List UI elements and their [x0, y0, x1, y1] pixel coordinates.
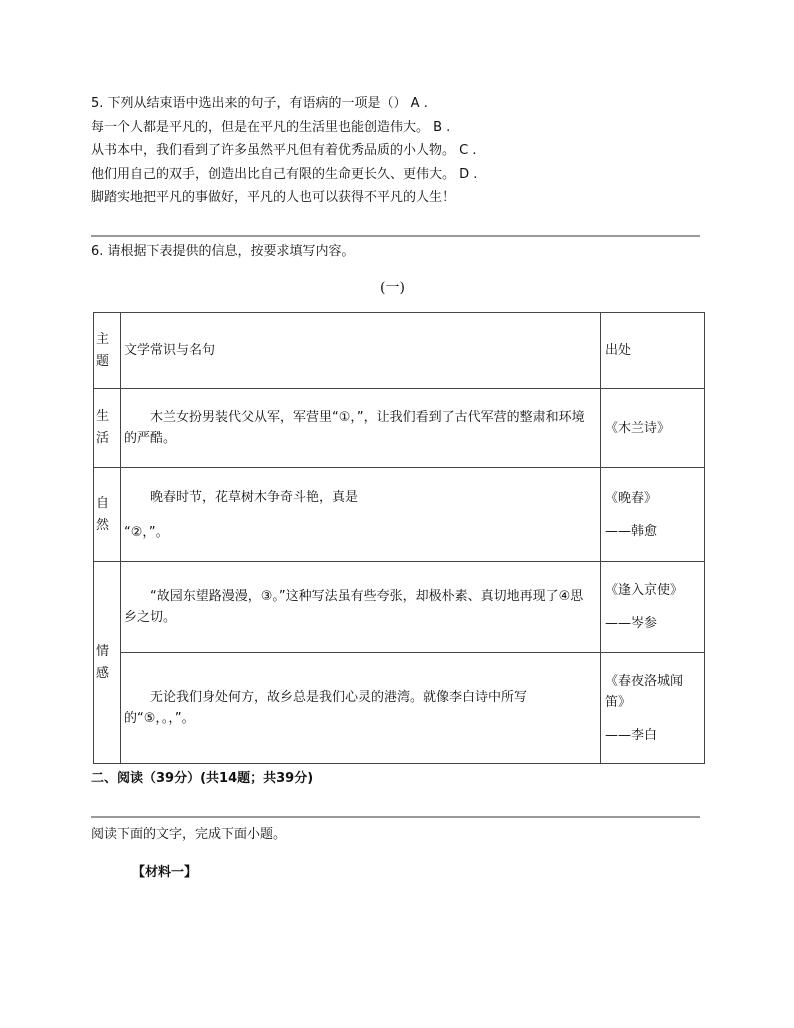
question-5-option-line: 他们用自己的双手，创造出比自己有限的生命更长久、更伟大。 D . [91, 166, 478, 182]
source-emotion-a-author: ——岑参 [605, 616, 658, 631]
topic-nature: 自然 [94, 468, 121, 562]
content-life [121, 389, 601, 468]
source-emotion-a-title: 《逢入京使》 [605, 583, 684, 598]
header-source: 出处 [601, 313, 705, 389]
content-nature-line-1: 晚春时节，花草树木争奇斗艳，真是 [150, 489, 359, 505]
source-emotion-b-title: 《春夜洛城闻笛》 [605, 673, 684, 710]
content-emotion-a-text: “故园东望路漫漫，③。”这种写法虽有些夸张，却极朴素、真切地再现了④思乡之切。 [124, 589, 584, 625]
content-nature-line-2: “②，”。 [124, 524, 169, 540]
source-nature-title: 《晚春》 [605, 490, 658, 506]
table-header-row [94, 313, 705, 389]
question-5-stem: 5. 下列从结束语中选出来的句子，有语病的一项是（） A . [91, 96, 428, 111]
section-divider [91, 235, 700, 237]
topic-life: 生活 [94, 389, 121, 468]
source-emotion-a [601, 562, 705, 653]
material-label: 【材料一】 [132, 865, 198, 880]
content-emotion-b [121, 653, 601, 764]
content-emotion-a [121, 562, 601, 653]
question-5-option-line: 从书本中，我们看到了许多虽然平凡但有着优秀品质的小人物。 C . [91, 143, 477, 158]
question-5-option-line: 脚踏实地把平凡的事做好，平凡的人也可以获得不平凡的人生！ [91, 190, 456, 205]
content-nature [121, 468, 601, 562]
section-divider [91, 816, 700, 818]
topic-emotion: 情感 [94, 562, 121, 764]
table-row [94, 562, 705, 653]
source-emotion-b [601, 653, 705, 764]
table-row [94, 389, 705, 468]
source-emotion-b-author: ——李白 [605, 727, 658, 743]
source-nature-author: ——韩愈 [605, 523, 658, 539]
table-row [94, 468, 705, 562]
source-nature [601, 468, 705, 562]
table-title: (一) [380, 280, 405, 296]
content-emotion-b-text: 无论我们身处何方，故乡总是我们心灵的港湾。就像李白诗中所写的“⑤，。，”。 [124, 690, 528, 726]
content-life-text: 木兰女扮男装代父从军，军营里“①，”，让我们看到了古代军营的整肃和环境的严酷。 [124, 410, 585, 446]
literature-table [93, 312, 705, 764]
question-5-option-line: 每一个人都是平凡的，但是在平凡的生活里也能创造伟大。 B . [91, 119, 451, 135]
question-6-stem: 6. 请根据下表提供的信息，按要求填写内容。 [91, 244, 355, 259]
header-topic: 主题 [94, 313, 121, 389]
source-life: 《木兰诗》 [601, 389, 705, 468]
header-content: 文学常识与名句 [121, 313, 601, 389]
question-5 [91, 92, 711, 210]
table-row [94, 653, 705, 764]
section-2-title: 二、阅读（39分）(共14题；共39分) [91, 771, 314, 786]
reading-instruction: 阅读下面的文字，完成下面小题。 [91, 827, 287, 842]
